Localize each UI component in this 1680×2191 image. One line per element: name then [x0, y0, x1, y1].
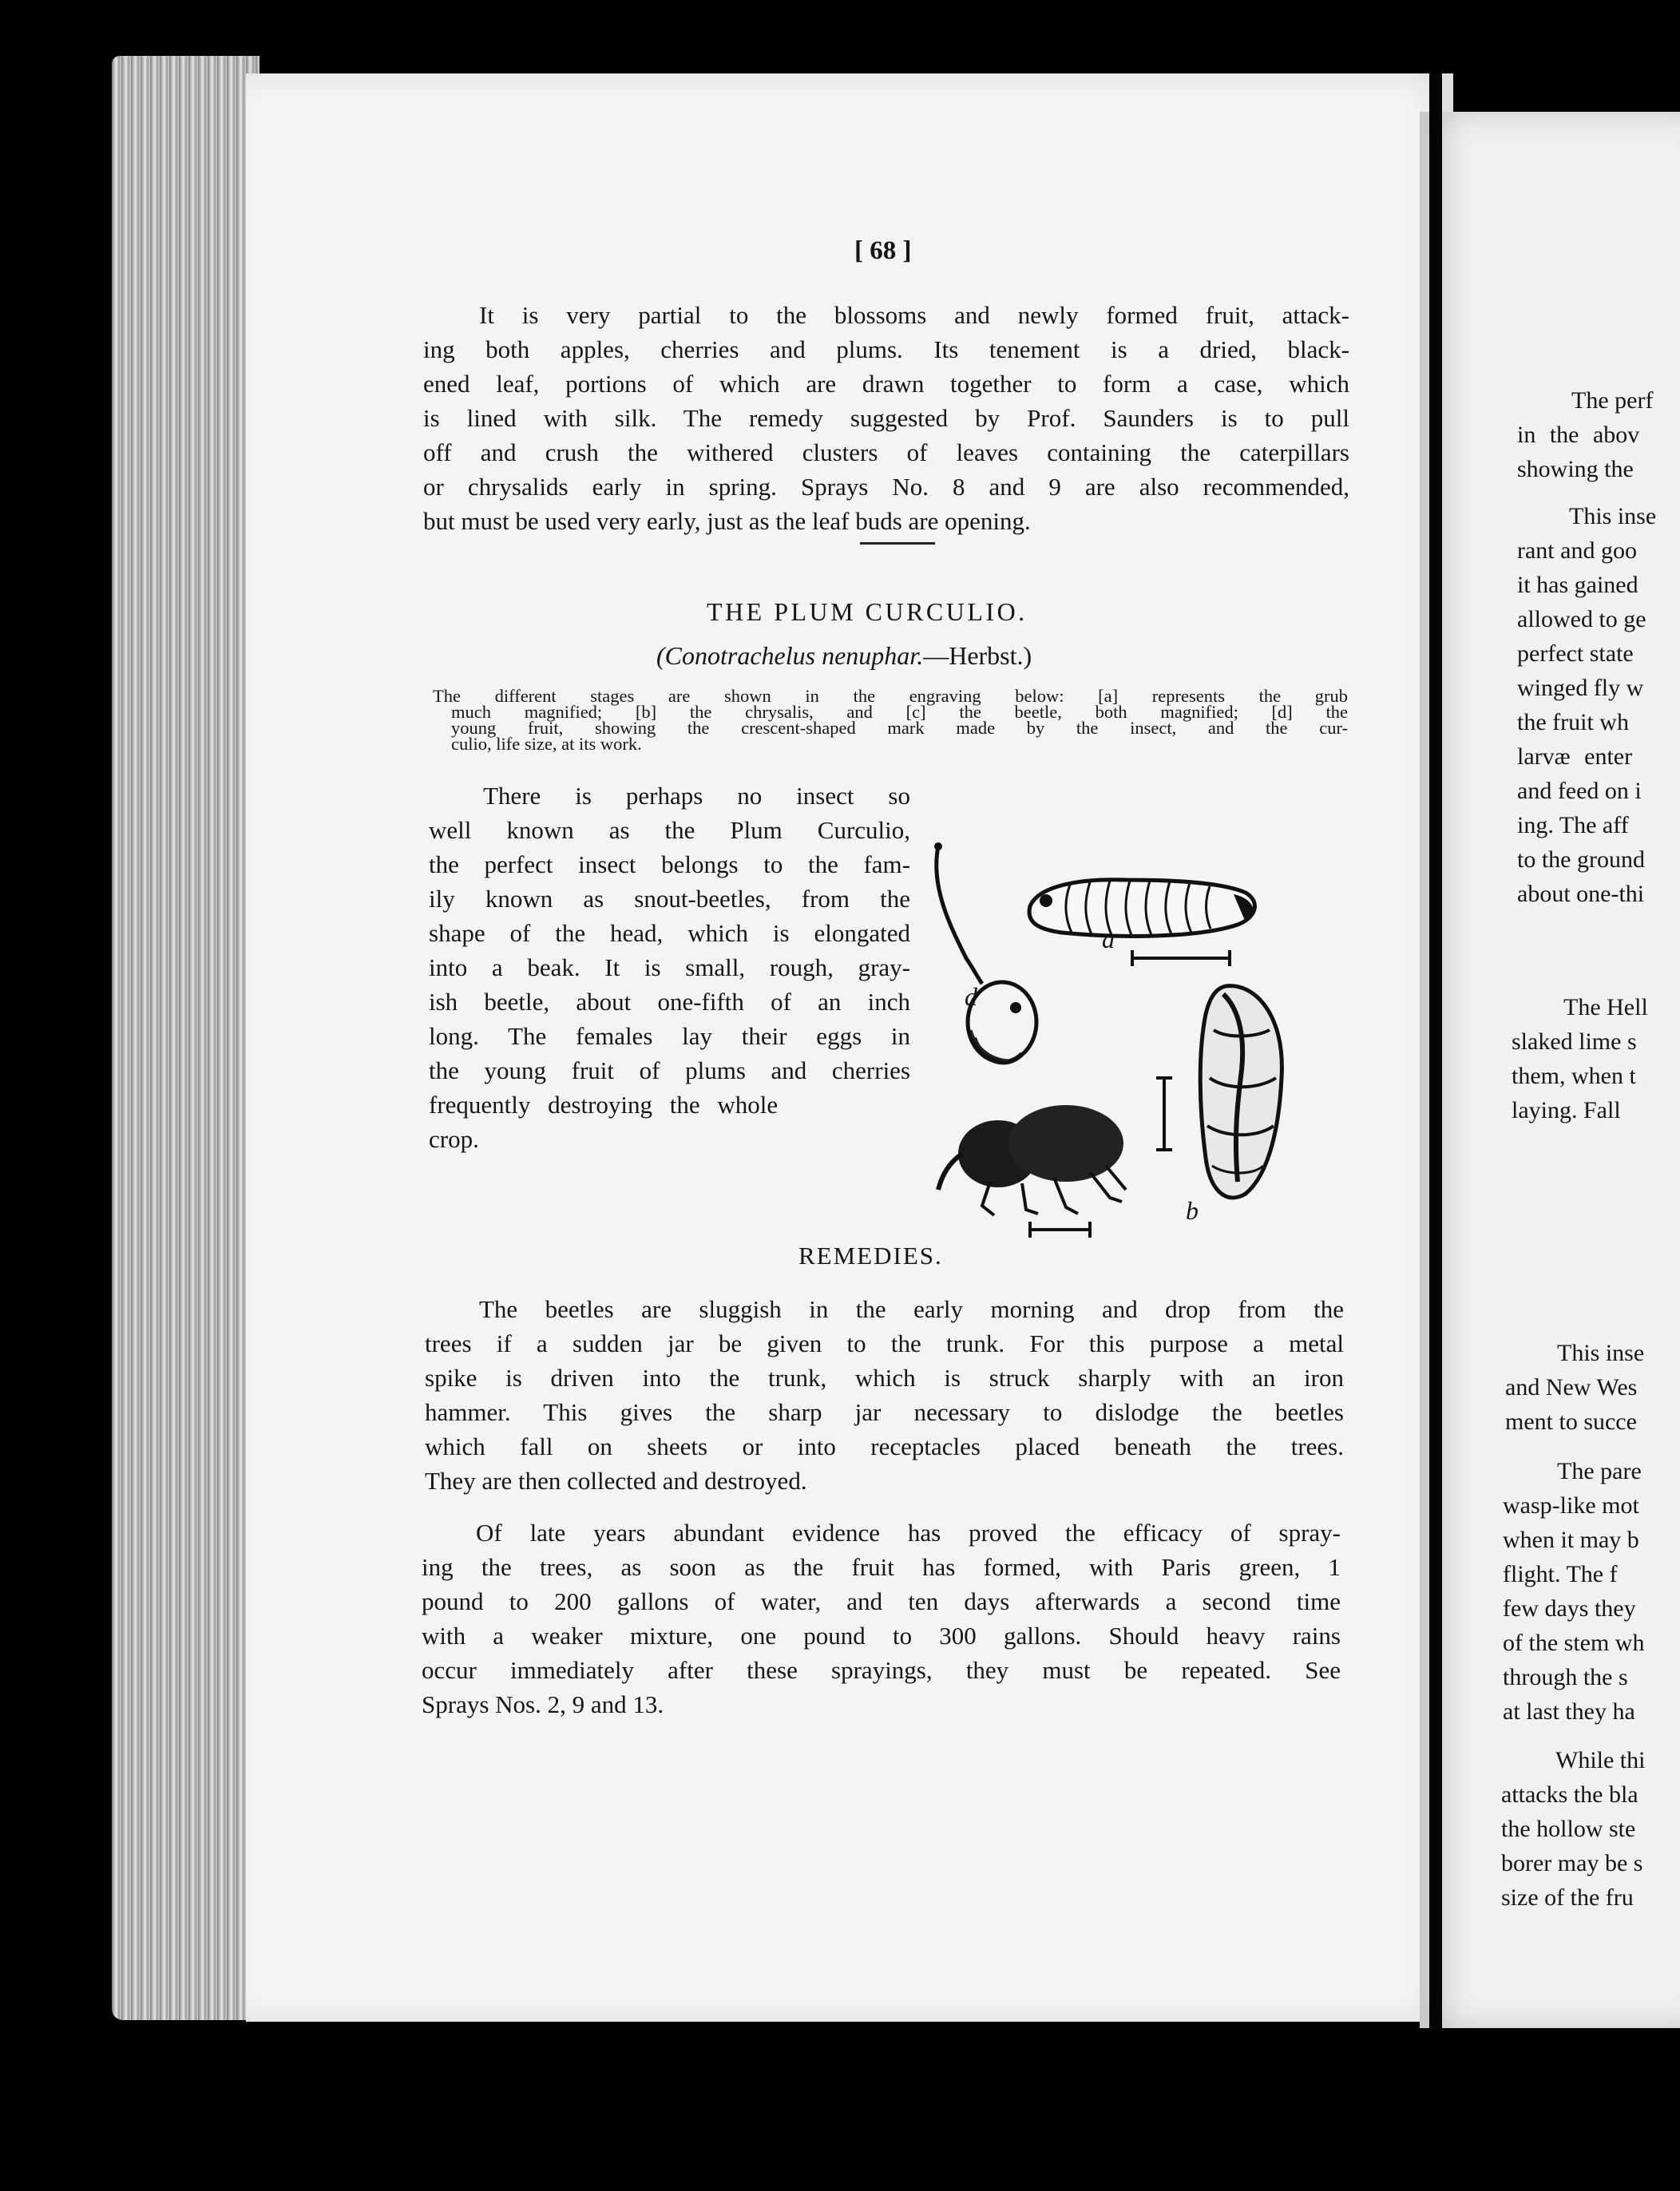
- scientific-name: [656, 641, 1032, 671]
- right-line: This inse: [1569, 503, 1657, 529]
- right-line: allowed to ge: [1517, 606, 1646, 632]
- right-line: This inse: [1557, 1340, 1645, 1366]
- remedies-line: Sprays Nos. 2, 9 and 13.: [422, 1690, 664, 1718]
- description-line: frequently destroying the whole: [429, 1091, 779, 1119]
- chrysalis-figure-b: [1156, 986, 1282, 1198]
- right-line: few days they: [1503, 1595, 1636, 1622]
- intro-line: It is very partial to the blossoms and newly formed fruit, attack-: [479, 301, 1349, 329]
- right-line: wasp-like mot: [1503, 1492, 1639, 1519]
- right-line: slaked lime s: [1512, 1028, 1637, 1055]
- right-line: perfect state: [1517, 640, 1634, 667]
- page-edges: [112, 56, 260, 2020]
- fruit-figure-d: [934, 842, 1036, 1062]
- remedies-line: The beetles are sluggish in the early morning and drop from the: [479, 1295, 1344, 1323]
- right-line: ment to succe: [1505, 1408, 1637, 1435]
- right-line: them, when t: [1512, 1063, 1636, 1089]
- intro-line: off and crush the withered clusters of leaves containing the caterpillars: [423, 438, 1349, 466]
- right-line: at last they ha: [1503, 1698, 1635, 1725]
- description-line: crop.: [429, 1125, 479, 1153]
- figure-label-b: b: [1186, 1196, 1199, 1225]
- right-line: borer may be s: [1501, 1850, 1643, 1876]
- page-number: [ 68 ]: [854, 236, 912, 265]
- figure-label-a: a: [1102, 925, 1115, 953]
- right-line: and feed on i: [1517, 778, 1642, 804]
- intro-line: ened leaf, portions of which are drawn together to form a case, which: [423, 370, 1349, 398]
- caption-line: much magnified; [b] the chrysalis, and [c] the beetle, both magnified; [d] the: [451, 702, 1348, 722]
- section-title: THE PLUM CURCULIO.: [707, 597, 1028, 626]
- right-line: flight. The f: [1503, 1561, 1618, 1587]
- right-line: it has gained: [1517, 572, 1638, 598]
- right-line: ing. The aff: [1517, 812, 1629, 838]
- right-line: showing the: [1517, 456, 1634, 482]
- scientific-name-author: —Herbst.): [923, 641, 1032, 670]
- right-line: and New Wes: [1505, 1374, 1638, 1401]
- remedies-line: which fall on sheets or into receptacles placed beneath the trees.: [425, 1432, 1344, 1460]
- description-line: ily known as snout-beetles, from the: [429, 885, 910, 913]
- description-line: the perfect insect belongs to the fam-: [429, 850, 910, 878]
- right-line: about one-thi: [1517, 881, 1645, 907]
- right-line: the fruit wh: [1517, 709, 1629, 735]
- engraving-svg: [918, 838, 1333, 1238]
- intro-line: but must be used very early, just as the leaf buds are opening.: [423, 507, 1031, 535]
- right-line: While thi: [1555, 1747, 1646, 1773]
- scientific-name-paren: (: [656, 641, 665, 670]
- right-line: of the stem wh: [1503, 1630, 1645, 1656]
- caption-line: The different stages are shown in the engraving below: [a] represents the grub: [433, 686, 1348, 706]
- description-line: the young fruit of plums and cherries: [429, 1056, 910, 1084]
- remedies-line: ing the trees, as soon as the fruit has formed, with Paris green, 1: [422, 1553, 1341, 1581]
- right-line: the hollow ste: [1501, 1816, 1636, 1842]
- description-line: shape of the head, which is elongated: [429, 919, 910, 947]
- right-line: size of the fru: [1501, 1884, 1634, 1911]
- remedies-line: trees if a sudden jar be given to the trunk. For this purpose a metal: [425, 1329, 1344, 1357]
- description-line: well known as the Plum Curculio,: [429, 816, 910, 844]
- curculio-engraving: [918, 838, 1333, 1238]
- remedies-line: pound to 200 gallons of water, and ten days afterwards a second time: [422, 1587, 1341, 1615]
- remedies-line: They are then collected and destroyed.: [425, 1467, 807, 1495]
- figure-label-d: d: [965, 982, 977, 1011]
- grub-figure-a: [1029, 880, 1254, 966]
- remedies-line: with a weaker mixture, one pound to 300 gallons. Should heavy rains: [422, 1622, 1341, 1650]
- right-line: laying. Fall: [1512, 1097, 1621, 1123]
- right-line: attacks the bla: [1501, 1781, 1638, 1808]
- right-line: through the s: [1503, 1664, 1628, 1690]
- right-line: The perf: [1571, 387, 1654, 414]
- remedies-line: occur immediately after these sprayings, they must be repeated. See: [422, 1656, 1341, 1684]
- section-divider: [860, 542, 935, 545]
- right-line: in the abov: [1517, 422, 1640, 448]
- description-line: ish beetle, about one-fifth of an inch: [429, 988, 910, 1016]
- book-gutter: [1429, 73, 1442, 2030]
- right-line: when it may b: [1503, 1527, 1639, 1553]
- remedies-line: spike is driven into the trunk, which is struck sharply with an iron: [425, 1364, 1344, 1392]
- right-line: winged fly w: [1517, 675, 1644, 701]
- caption-line: culio, life size, at its work.: [451, 734, 642, 754]
- right-line: rant and goo: [1517, 537, 1637, 564]
- description-line: There is perhaps no insect so: [483, 782, 910, 810]
- right-line: to the ground: [1517, 846, 1645, 873]
- remedies-heading: REMEDIES.: [798, 1242, 943, 1270]
- right-line: The pare: [1557, 1458, 1642, 1484]
- right-line: The Hell: [1563, 994, 1648, 1020]
- caption-line: young fruit, showing the crescent-shaped mark made by the insect, and the cur-: [451, 718, 1348, 738]
- scientific-name-italic: Conotrachelus nenuphar.: [664, 641, 924, 670]
- remedies-line: Of late years abundant evidence has proved the efficacy of spray-: [476, 1519, 1341, 1547]
- beetle-figure-c: [938, 1105, 1126, 1238]
- right-line: larvæ enter: [1517, 743, 1633, 770]
- intro-line: or chrysalids early in spring. Sprays No. 8 and 9 are also recommended,: [423, 473, 1349, 501]
- intro-line: ing both apples, cherries and plums. Its tenement is a dried, black-: [423, 335, 1349, 363]
- description-line: into a beak. It is small, rough, gray-: [429, 953, 910, 981]
- remedies-line: hammer. This gives the sharp jar necessary to dislodge the beetles: [425, 1398, 1344, 1426]
- description-line: long. The females lay their eggs in: [429, 1022, 910, 1050]
- intro-line: is lined with silk. The remedy suggested by Prof. Saunders is to pull: [423, 404, 1349, 432]
